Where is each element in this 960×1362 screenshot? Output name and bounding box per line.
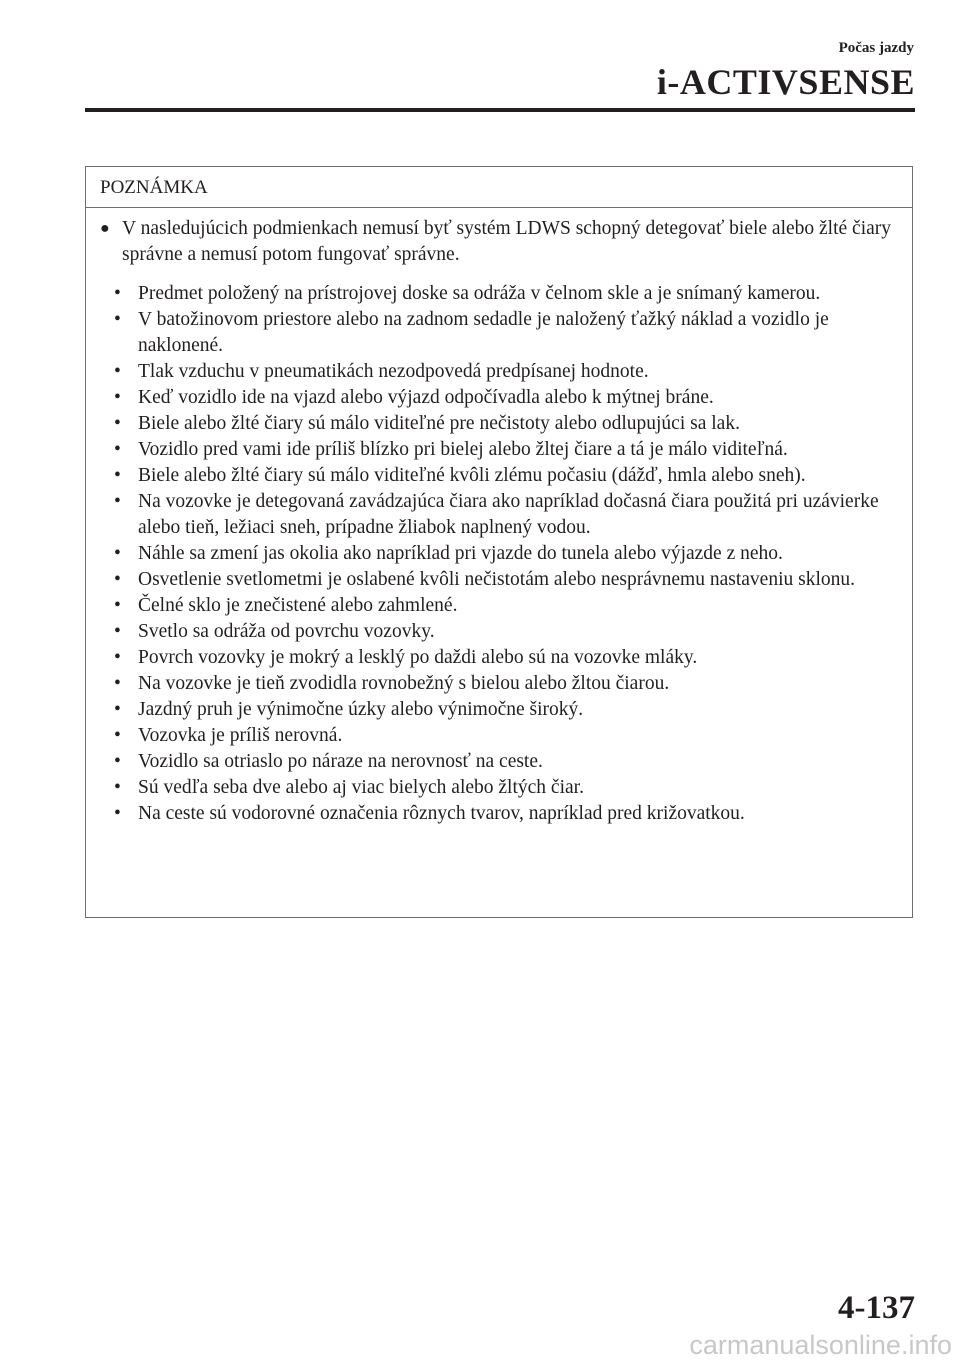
bullet-icon: • bbox=[114, 309, 121, 330]
list-item-text: Vozidlo pred vami ide príliš blízko pri bielej alebo žltej čiare a tá je málo viditeľná. bbox=[138, 439, 788, 460]
page-number: 4-137 bbox=[838, 1290, 915, 1326]
bullet-icon: • bbox=[114, 439, 121, 460]
list-item bbox=[114, 411, 904, 437]
section-title: Počas jazdy bbox=[838, 40, 914, 56]
note-title: POZNÁMKA bbox=[86, 167, 912, 208]
watermark-link[interactable]: carmanualsonline.info bbox=[689, 1330, 952, 1360]
list-item bbox=[114, 775, 904, 801]
list-item bbox=[114, 281, 904, 307]
list-item bbox=[114, 671, 904, 697]
list-item-text: Na ceste sú vodorovné označenia rôznych tvarov, napríklad pred križovatkou. bbox=[138, 803, 745, 824]
bullet-icon: • bbox=[114, 777, 121, 798]
list-item bbox=[114, 593, 904, 619]
list-item-text: Povrch vozovky je mokrý a lesklý po daždi alebo sú na vozovke mláky. bbox=[138, 647, 698, 668]
chapter-title: i-ACTIVSENSE bbox=[656, 62, 915, 102]
list-item bbox=[114, 645, 904, 671]
note-body bbox=[86, 208, 912, 827]
bullet-icon: • bbox=[114, 673, 121, 694]
bullet-icon: • bbox=[114, 361, 121, 382]
list-item-text: Na vozovke je tieň zvodidla rovnobežný s bielou alebo žltou čiarou. bbox=[138, 673, 670, 694]
bullet-icon: • bbox=[114, 491, 121, 512]
bullet-icon: • bbox=[114, 751, 121, 772]
list-item-text: Keď vozidlo ide na vjazd alebo výjazd odpočívadla alebo k mýtnej bráne. bbox=[138, 387, 714, 408]
note-box bbox=[85, 166, 913, 918]
condition-list bbox=[100, 281, 904, 827]
intro-bullet-icon: ● bbox=[100, 220, 110, 237]
list-item bbox=[114, 359, 904, 385]
list-item-text: Tlak vzduchu v pneumatikách nezodpovedá predpísanej hodnote. bbox=[138, 361, 649, 382]
list-item bbox=[114, 697, 904, 723]
list-item bbox=[114, 749, 904, 775]
list-item bbox=[114, 463, 904, 489]
note-intro-text: V nasledujúcich podmienkach nemusí byť systém LDWS schopný detegovať biele alebo žlté čiary správne a nemusí potom fungovať správne. bbox=[122, 218, 892, 265]
bullet-icon: • bbox=[114, 543, 121, 564]
bullet-icon: • bbox=[114, 283, 121, 304]
list-item bbox=[114, 619, 904, 645]
bullet-icon: • bbox=[114, 621, 121, 642]
list-item bbox=[114, 489, 904, 541]
list-item-text: Biele alebo žlté čiary sú málo viditeľné kvôli zlému počasiu (dážď, hmla alebo sneh). bbox=[138, 465, 806, 486]
list-item-text: Čelné sklo je znečistené alebo zahmlené. bbox=[138, 595, 458, 616]
bullet-icon: • bbox=[114, 647, 121, 668]
bullet-icon: • bbox=[114, 387, 121, 408]
list-item-text: Na vozovke je detegovaná zavádzajúca čiara ako napríklad dočasná čiara použitá pri uzávierke alebo tieň, ležiaci sneh, prípadne žliabok naplnený vodou. bbox=[138, 491, 879, 538]
list-item bbox=[114, 437, 904, 463]
list-item-text: Vozovka je príliš nerovná. bbox=[138, 725, 343, 746]
list-item-text: Osvetlenie svetlometmi je oslabené kvôli nečistotám alebo nesprávnemu nastaveniu sklonu. bbox=[138, 569, 855, 590]
list-item bbox=[114, 385, 904, 411]
list-item-text: Sú vedľa seba dve alebo aj viac bielych alebo žltých čiar. bbox=[138, 777, 584, 798]
bullet-icon: • bbox=[114, 465, 121, 486]
list-item-text: V batožinovom priestore alebo na zadnom sedadle je naložený ťažký náklad a vozidlo je naklonené. bbox=[138, 309, 829, 356]
bullet-icon: • bbox=[114, 803, 121, 824]
list-item-text: Biele alebo žlté čiary sú málo viditeľné pre nečistoty alebo odlupujúci sa lak. bbox=[138, 413, 740, 434]
list-item-text: Predmet položený na prístrojovej doske sa odráža v čelnom skle a je snímaný kamerou. bbox=[138, 283, 821, 304]
bullet-icon: • bbox=[114, 595, 121, 616]
list-item-text: Svetlo sa odráža od povrchu vozovky. bbox=[138, 621, 435, 642]
bullet-icon: • bbox=[114, 699, 121, 720]
list-item bbox=[114, 723, 904, 749]
list-item-text: Jazdný pruh je výnimočne úzky alebo výnimočne široký. bbox=[138, 699, 584, 720]
bullet-icon: • bbox=[114, 569, 121, 590]
note-intro bbox=[100, 216, 904, 268]
list-item-text: Náhle sa zmení jas okolia ako napríklad pri vjazde do tunela alebo výjazde z neho. bbox=[138, 543, 783, 564]
list-item bbox=[114, 567, 904, 593]
header-divider bbox=[85, 108, 915, 112]
list-item bbox=[114, 801, 904, 827]
bullet-icon: • bbox=[114, 413, 121, 434]
bullet-icon: • bbox=[114, 725, 121, 746]
list-item bbox=[114, 307, 904, 359]
list-item-text: Vozidlo sa otriaslo po náraze na nerovnosť na ceste. bbox=[138, 751, 543, 772]
list-item bbox=[114, 541, 904, 567]
